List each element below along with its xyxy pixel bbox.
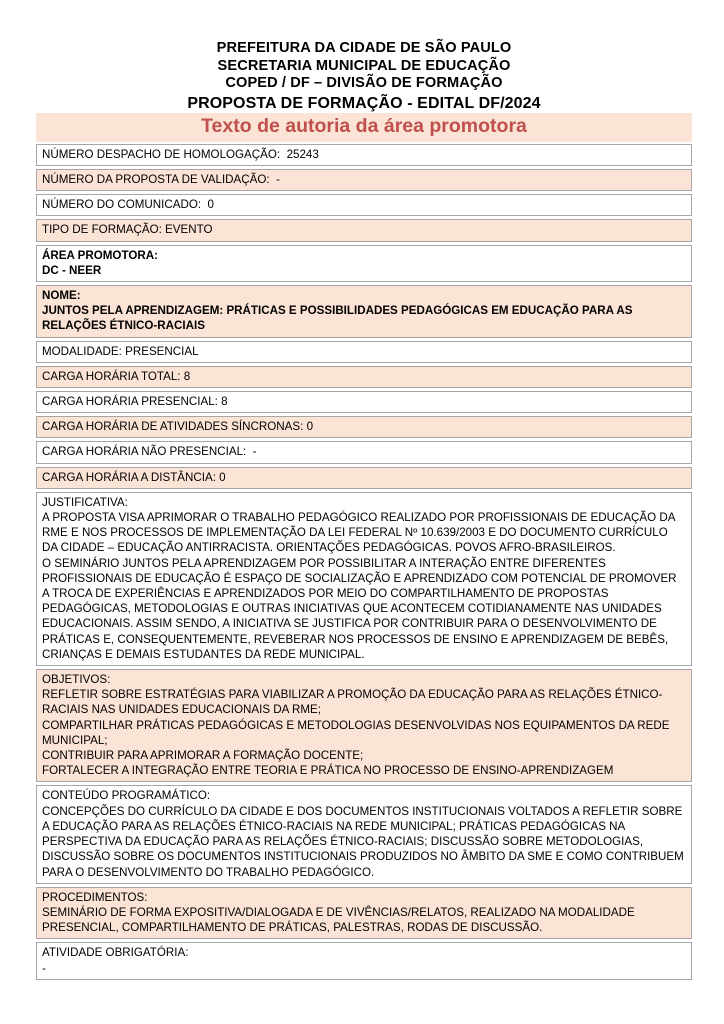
field-label: JUSTIFICATIVA: [42, 495, 128, 509]
header-line-coped: COPED / DF – DIVISÃO DE FORMAÇÃO [225, 75, 503, 92]
field-label: NÚMERO DA PROPOSTA DE VALIDAÇÃO: - [42, 172, 280, 186]
field-row-numero-despacho-homologacao [36, 144, 692, 166]
field-row-procedimentos [36, 887, 692, 940]
field-row-conteudo-programatico [36, 785, 692, 883]
field-label: NÚMERO DO COMUNICADO: 0 [42, 198, 214, 212]
field-label: NÚMERO DESPACHO DE HOMOLOGAÇÃO: 25243 [42, 147, 319, 161]
field-row-objetivos [36, 669, 692, 782]
field-row-tipo-de-formacao [36, 219, 692, 241]
field-row-carga-horaria-presencial [36, 391, 692, 413]
field-label: CARGA HORÁRIA PRESENCIAL: 8 [42, 395, 228, 409]
field-value: - [42, 961, 46, 975]
fields-table [36, 144, 692, 980]
field-label: ÁREA PROMOTORA: [42, 248, 158, 262]
field-row-carga-horaria-nao-presencial [36, 441, 692, 463]
document-header [36, 40, 692, 113]
field-label: CONTEÚDO PROGRAMÁTICO: [42, 789, 211, 803]
field-label: TIPO DE FORMAÇÃO: EVENTO [42, 223, 213, 237]
header-line-secretaria: SECRETARIA MUNICIPAL DE EDUCAÇÃO [217, 57, 511, 74]
field-value: CONCEPÇÕES DO CURRÍCULO DA CIDADE E DOS DOCUMENTOS INSTITUCIONAIS VOLTADOS A REFLETIR SOBRE A EDUCAÇÃO PARA AS RELAÇÕES ÉTNICO-RACIAIS NA REDE MUNICIPAL; PRÁTICAS PEDAGÓGICAS NA PERSPECTIVA DA EDUCAÇÃO PARA AS RELAÇÕES ÉTNICO-RACIAIS; DISCUSSÃO SOBRE METODOLOGIAS, DISCUSSÃO SOBRE OS DOCUMENTOS INSTITUCIONAIS PRODUZIDOS NO ÂMBITO DA SME E COMO CONTRIBUEM PARA O DESENVOLVIMENTO DO TRABALHO PEDAGÓGICO. [42, 804, 688, 879]
field-row-atividade-obrigatoria [36, 942, 692, 979]
field-value: CONTRIBUIR PARA APRIMORAR A FORMAÇÃO DOCENTE; [42, 749, 364, 763]
field-value: SEMINÁRIO DE FORMA EXPOSITIVA/DIALOGADA E DE VIVÊNCIAS/RELATOS, REALIZADO NA MODALIDADE PRESENCIAL, COMPARTILHAMENTO DE PRÁTICAS, PALESTRAS, RODAS DE DISCUSSÃO. [42, 905, 638, 935]
field-value: FORTALECER A INTEGRAÇÃO ENTRE TEORIA E PRÁTICA NO PROCESSO DE ENSINO-APRENDIZAGEM [42, 764, 614, 778]
field-row-justificativa [36, 492, 692, 666]
field-row-modalidade [36, 341, 692, 363]
field-row-carga-horaria-total [36, 366, 692, 388]
field-row-numero-proposta-validacao [36, 169, 692, 191]
field-row-numero-comunicado [36, 194, 692, 216]
field-label: MODALIDADE: PRESENCIAL [42, 344, 199, 358]
field-value: O SEMINÁRIO JUNTOS PELA APRENDIZAGEM POR POSSIBILITAR A INTERAÇÃO ENTRE DIFERENTES PROFISSIONAIS DE EDUCAÇÃO É ESPAÇO DE SOCIALIZAÇÃO E APRENDIZADO COM POTENCIAL DE PROMOVER A TROCA DE EXPERIÊNCIAS E APRENDIZADOS POR MEIO DO COMPARTILHAMENTO DE PROPOSTAS PEDAGÓGICAS, METODOLOGIAS E OUTRAS INICIATIVAS QUE ACONTECEM COTIDIANAMENTE NAS UNIDADES EDUCACIONAIS. ASSIM SENDO, A INICIATIVA SE JUSTIFICA POR CONTRIBUIR PARA O DESENVOLVIMENTO DE PRÁTICAS E, CONSEQUENTEMENTE, REVEBERAR NOS PROCESSOS DE ENSINO E APRENDIZAGEM DE BEBÊS, CRIANÇAS E DEMAIS ESTUDANTES DA REDE MUNICIPAL. [42, 556, 680, 661]
field-value: A PROPOSTA VISA APRIMORAR O TRABALHO PEDAGÓGICO REALIZADO POR PROFISSIONAIS DE EDUCAÇÃO DA RME E NOS PROCESSOS DE IMPLEMENTAÇÃO DA LEI FEDERAL Nº 10.639/2003 E DO DOCUMENTO CURRÍCULO DA CIDADE – EDUCAÇÃO ANTIRRACISTA. ORIENTAÇÕES PEDAGÓGICAS. POVOS AFRO-BRASILEIROS. [42, 511, 679, 555]
field-row-carga-horaria-a-distancia [36, 467, 692, 489]
field-row-carga-horaria-atividades-sincronas [36, 416, 692, 438]
field-label: CARGA HORÁRIA A DISTÂNCIA: 0 [42, 470, 226, 484]
header-line-proposta: PROPOSTA DE FORMAÇÃO - EDITAL DF/2024 [187, 94, 541, 112]
field-label: ATIVIDADE OBRIGATÓRIA: [42, 946, 189, 960]
field-label: CARGA HORÁRIA NÃO PRESENCIAL: - [42, 445, 257, 459]
field-row-nome [36, 285, 692, 338]
field-label: CARGA HORÁRIA TOTAL: 8 [42, 369, 191, 383]
field-label: NOME: [42, 289, 81, 302]
field-value: COMPARTILHAR PRÁTICAS PEDAGÓGICAS E METODOLOGIAS DESENVOLVIDAS NOS EQUIPAMENTOS DA REDE MUNICIPAL; [42, 718, 673, 747]
field-value: REFLETIR SOBRE ESTRATÉGIAS PARA VIABILIZAR A PROMOÇÃO DA EDUCAÇÃO PARA AS RELAÇÕES ÉTNICO-RACIAIS NAS UNIDADES EDUCACIONAIS DA RME; [42, 688, 663, 717]
header-line-prefeitura: PREFEITURA DA CIDADE DE SÃO PAULO [216, 40, 512, 56]
field-label: OBJETIVOS: [42, 673, 111, 687]
field-row-area-promotora [36, 245, 692, 282]
banner-texto-autoria: Texto de autoria da área promotora [36, 113, 692, 142]
field-value: JUNTOS PELA APRENDIZAGEM: PRÁTICAS E POSSIBILIDADES PEDAGÓGICAS EM EDUCAÇÃO PARA AS RELAÇÕES ÉTNICO-RACIAIS [42, 304, 636, 333]
field-value: DC - NEER [42, 263, 102, 277]
field-label: CARGA HORÁRIA DE ATIVIDADES SÍNCRONAS: 0 [42, 420, 314, 434]
field-label: PROCEDIMENTOS: [42, 890, 148, 904]
